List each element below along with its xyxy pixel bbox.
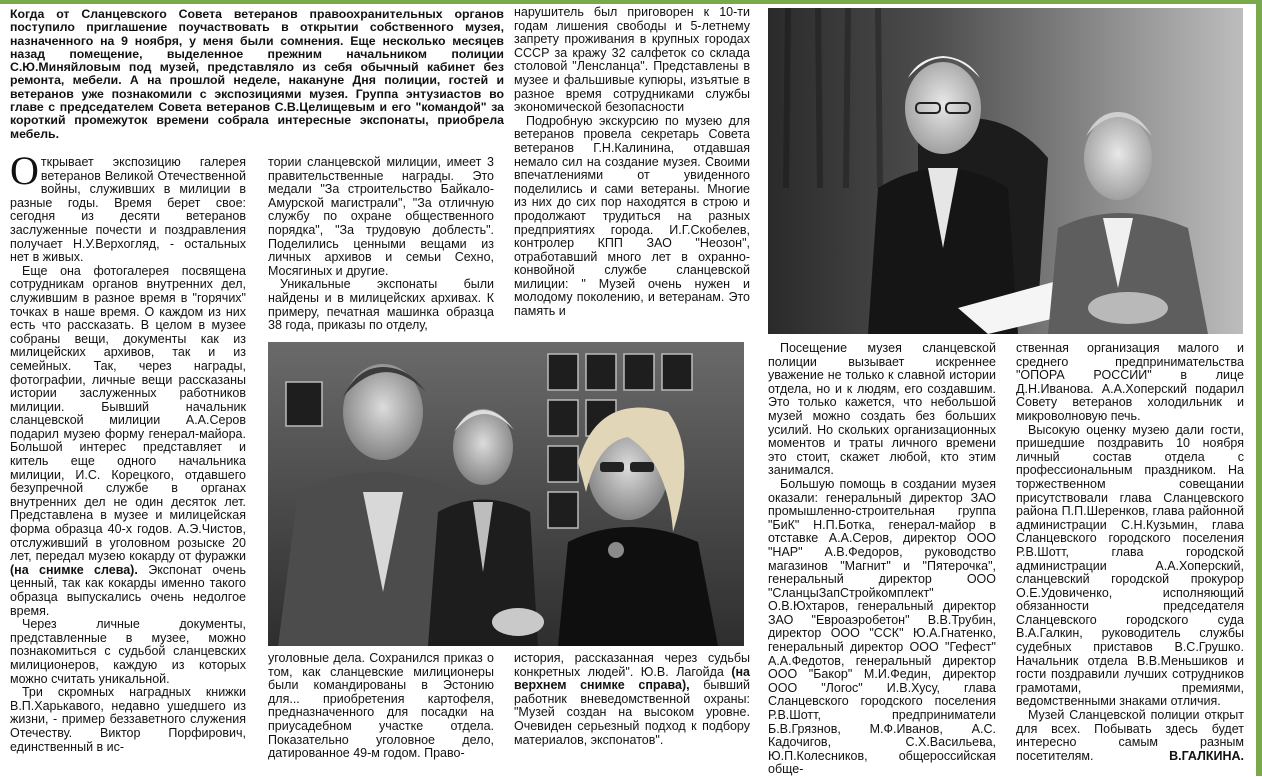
col2-paragraph-2: Уникальные экспонаты были найдены и в милицейских архивах. К примеру, печатная машинка образца 38 года, приказы по отделу, <box>268 277 494 333</box>
photo-caption-ref-right: (на верхнем снимке справа), <box>514 664 750 693</box>
col5-paragraph-1: ственная организация малого и среднего предпринимательства "ОПОРА РОССИИ" в лице Д.Н.Иванова. А.А.Хоперский подарил Совету ветеранов холодильник и микроволновую печь. <box>1016 341 1244 423</box>
col3-paragraph-1: нарушитель был приговорен к 10-ти годам лишения свободы и 5-летнему запрету проживания в крупных городах СССР за кражу 32 салфеток со склада столовой "Ленсланца". Представлены в музее и фальшивые купюры, изъятые в разное время сотрудниками службы экономической безопасности <box>514 5 750 115</box>
col3-paragraph-2: Подробную экскурсию по музею для ветеранов провела секретарь Совета ветеранов Г.Н.Калинина, отдавшая немало сил на создание музея. Своими впечатлениями от увиденного поделились и сами ветераны. Многие из них до сих пор находятся в строю и продолжают трудиться на разных предприятиях города. И.Г.Скобелев, контролер КПП ЗАО "Неозон", отработавший много лет в охранно-конвойной службе сланцевской милиции: " Музей очень нужен и молодому поколению, и ветеранам. Это память и <box>514 113 750 319</box>
drop-cap: О <box>10 148 39 193</box>
col1-paragraph-3: Через личные документы, представленные в музее, можно познакомиться с судьбой сланцевских милиционеров, каждую из которых можно считать уникальной. <box>10 617 246 686</box>
col1-paragraph-1 <box>10 148 246 265</box>
col1-paragraph-1-text: ткрывает экспозицию галерея ветеранов Великой Отечественной войны, служивших в милиции в разные годы. Время берет свое: сегодня из десяти ветеранов заслуженные почести и поздравления получает Н.У.Верхогляд, - остальных нет в живых. <box>10 155 246 265</box>
photo-middle <box>268 342 744 646</box>
col4-paragraph-2: Большую помощь в создании музея оказали: генеральный директор ЗАО промышленно-строительная группа "БиК" Н.П.Ботка, генерал-майор в отставке А.А.Серов, директор ООО "НАР" А.В.Федоров, руководство магазинов "Магнит" и "Пятерочка", генеральный директор ООО "СланцыЗапСтройкомплект" О.В.Юхтаров, генеральный директор ЗАО "Евроаэробетон" В.В.Трубин, директор ООО "ССК" Ю.А.Гнатенко, генеральный директор ООО "Гефест" А.А.Федотов, генеральный директор ООО "Бакор" М.И.Федин, директор ООО "Логос" И.В.Хусу, глава Сланцевского городского поселения Р.В.Шотт, предприниматели Б.В.Грязнов, М.Ф.Иванов, А.С. Кадочигов, С.Х.Васильева, Ю.П.Колесников, общероссийская обще- <box>768 476 996 777</box>
article-column-5 <box>1016 342 1244 763</box>
photo-top-right <box>768 8 1243 334</box>
author-signature: В.ГАЛКИНА. <box>1169 748 1244 763</box>
col1-paragraph-4: Три скромных наградных книжки В.П.Харькавого, недавно ушедшего из жизни, - пример беззаветного служения Отечеству. Виктор Порфирович, единственный в ис- <box>10 685 246 754</box>
col1-paragraph-2-tail: Экспонат очень ценный, так как кокарды именно такого образца выпускались очень недолгое время. <box>10 562 246 618</box>
article-column-3-bottom <box>514 652 750 747</box>
article-column-2-bottom <box>268 652 494 761</box>
col4-paragraph-1: Посещение музея сланцевской полиции вызывает искреннее уважение не только к славной истории отдела, но и к людям, его создавшим. Это только кажется, что небольшой музей можно создать без больших усилий. Но скольких организационных моментов и траты личного времени это стоит, скажет любой, кто этим занимался. <box>768 341 996 478</box>
article-column-4 <box>768 342 996 777</box>
col5-paragraph-3-text: Музей Сланцевской полиции открыт для всех. Побывать здесь будет интересно самым разным посетителям. <box>1016 708 1244 763</box>
article-column-1 <box>10 148 246 754</box>
col3-bottom-text: история, рассказанная через судьбы конкретных людей". Ю.В. Лагойда <box>514 651 750 679</box>
page-border-top <box>0 0 1262 4</box>
col3-bottom-paragraph-1 <box>514 652 750 747</box>
col2-bottom-paragraph-1: уголовные дела. Сохранился приказ о том, как сланцевские милиционеры были командированы в Эстонию для... приобретения картофеля, предназначенного для посадки на приусадебном участке отдела. Показательно уголовное дело, датированное 49-м годом. Право- <box>268 651 494 761</box>
col1-paragraph-2-text: Еще она фотогалерея посвящена сотрудникам органов внутренних дел, служившим в разное время в "горячих" точках в наше время. О каждом из них есть что рассказать. В целом в музее собраны вещи, документы как из милицейских архивов, так и из семейных. Так, через награды, фотографии, личные вещи рассказаны истории заслуженных работников милиции. Бывший начальник сланцевской милиции А.А.Серов подарил музею форму генерал-майора. Большой интерес представляет и китель еще одного начальника милиции, И.С. Корецкого, отдавшего безупречной службе в органах внутренних дел не один десяток лет. Представлена в музее и милицейская форма образца 40-х годов. А.Э.Чистов, отслуживший в уголовном розыске 20 лет, передал музею кокарду от фуражки <box>10 263 246 564</box>
lead-paragraph <box>10 8 504 141</box>
lead-text: Когда от Сланцевского Совета ветеранов правоохранительных органов поступило приглашение поучаствовать в открытии собственного музея, назначенного на 9 ноября, у меня были сомнения. Еще несколько месяцев назад помещение, выделенное прежним начальником полиции С.Ю.Миняйловым под музей, представляло из себя обычный кабинет без ремонта, мебели. А на прошлой неделе, накануне Дня полиции, гостей и ветеранов уже познакомили с экспозициями музея. Группа энтузиастов во главе с председателем Совета ветеранов С.В.Целищевым и его "командой" за короткий промежуток времени собрала интересные экспонаты, приобрела мебель. <box>10 7 504 141</box>
photo-top-right-image <box>768 8 1243 334</box>
article-column-2-top <box>268 156 494 333</box>
photo-middle-image <box>268 342 744 646</box>
photo-caption-ref-left: (на снимке слева). <box>10 562 138 577</box>
col2-paragraph-1: тории сланцевской милиции, имеет 3 правительственные награды. Это медали "За строительство Байкало-Амурской магистрали", "За отличную службу по охране общественного порядка", "За трудовую доблесть". Поделились ценными вещами из личных архивов и семьи Сехно, Мосягиных и другие. <box>268 155 494 278</box>
col1-paragraph-2 <box>10 265 246 618</box>
col5-paragraph-2: Высокую оценку музею дали гости, пришедшие поздравить 10 ноября личный состав отдела с профессиональным праздником. На торжественном совещании присутствовали глава Сланцевского района П.П.Шеренков, глава районной администрации С.Н.Кузьмин, глава Сланцевского городского поселения Р.В.Шотт, глава городской администрации А.А.Хоперский, сланцевский городской прокурор О.Е.Удовиченко, исполняющий обязанности председателя Сланцевского городского суда В.А.Галкин, руководитель службы судебных приставов В.С.Грушко. Начальник отдела В.В.Меньшиков и гости поздравили лучших сотрудников грамотами, премиями, ведомственными знаками отличия. <box>1016 422 1244 709</box>
col3-bottom-tail: бывший работник вневедомственной охраны: "Музей создан на высоком уровне. Очевиден серьезный подход к подбору материалов, экспонатов". <box>514 678 750 747</box>
col5-paragraph-3 <box>1016 709 1244 763</box>
page-border-right <box>1256 0 1262 776</box>
article-column-3-top <box>514 6 750 319</box>
